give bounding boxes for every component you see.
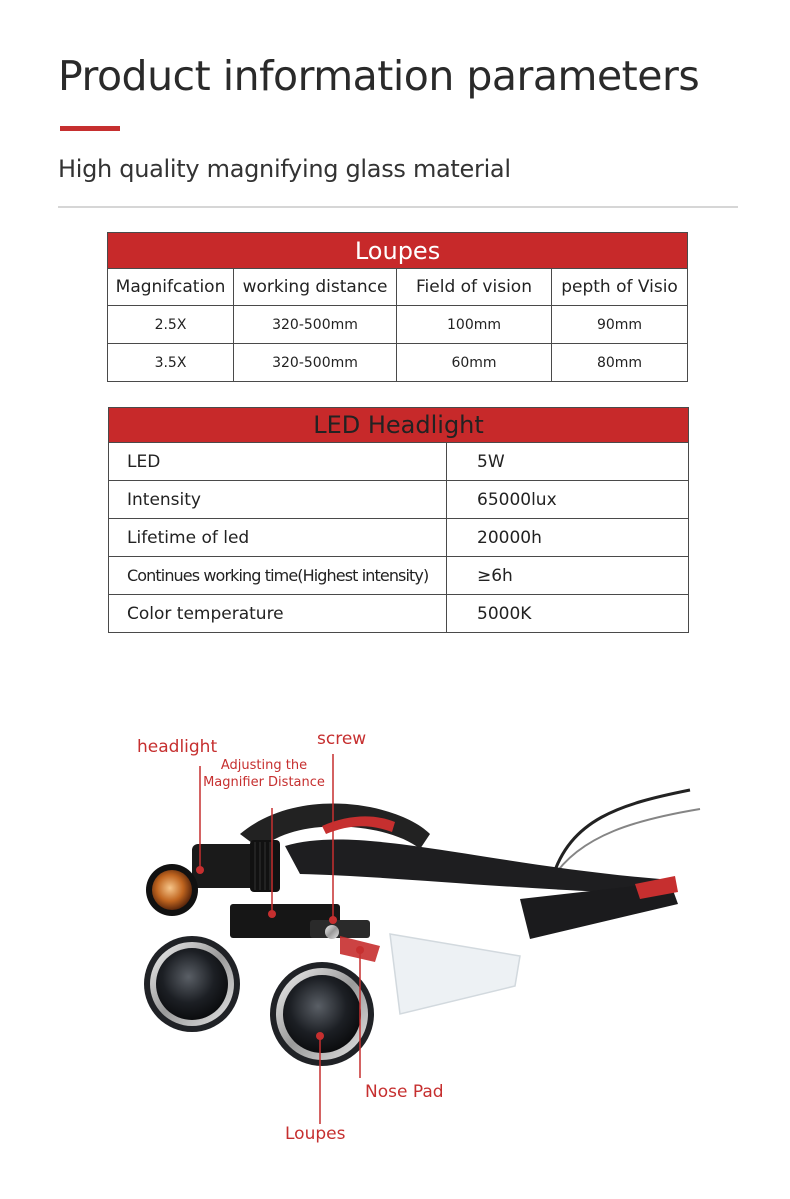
divider <box>58 206 738 208</box>
spec-value: 20000h <box>447 519 689 557</box>
adjusting-label-line1: Adjusting the <box>220 758 308 773</box>
spec-label: LED <box>109 443 447 481</box>
table-cell: 100mm <box>397 306 552 344</box>
table-cell: 320-500mm <box>234 306 397 344</box>
column-header: working distance <box>234 269 397 306</box>
loupes-table-title: Loupes <box>108 233 688 269</box>
spec-label: Continues working time(Highest intensity) <box>109 557 447 595</box>
table-cell: 2.5X <box>108 306 234 344</box>
table-row <box>109 443 689 481</box>
spec-value: ≥6h <box>447 557 689 595</box>
spec-label: Color temperature <box>109 595 447 633</box>
column-header: Magnifcation <box>108 269 234 306</box>
page-title: Product information parameters <box>58 52 700 100</box>
adjusting-label-line2: Magnifier Distance <box>203 775 325 790</box>
loupes-illustration <box>100 724 705 1194</box>
spec-value: 65000lux <box>447 481 689 519</box>
table-cell: 80mm <box>552 344 688 382</box>
title-accent-bar <box>60 126 120 131</box>
spec-value: 5000K <box>447 595 689 633</box>
spec-label: Intensity <box>109 481 447 519</box>
table-row <box>109 595 689 633</box>
headlight-label: headlight <box>137 737 218 757</box>
column-header: pepth of Visio <box>552 269 688 306</box>
table-cell: 90mm <box>552 306 688 344</box>
nose-pad-label: Nose Pad <box>365 1082 444 1102</box>
spec-label: Lifetime of led <box>109 519 447 557</box>
spec-value: 5W <box>447 443 689 481</box>
adjusting-label <box>199 757 329 791</box>
table-row <box>108 344 688 382</box>
screw-label: screw <box>317 729 367 749</box>
page-subtitle: High quality magnifying glass material <box>58 155 511 183</box>
led-table-title: LED Headlight <box>109 408 689 443</box>
loupes-label: Loupes <box>285 1124 346 1144</box>
table-row <box>109 557 689 595</box>
table-row <box>109 481 689 519</box>
table-cell: 3.5X <box>108 344 234 382</box>
led-headlight-table <box>108 407 689 633</box>
table-row <box>108 306 688 344</box>
column-header: Field of vision <box>397 269 552 306</box>
table-row <box>109 519 689 557</box>
loupes-product-diagram <box>100 724 705 1194</box>
table-cell: 60mm <box>397 344 552 382</box>
table-cell: 320-500mm <box>234 344 397 382</box>
loupes-table <box>107 232 688 382</box>
